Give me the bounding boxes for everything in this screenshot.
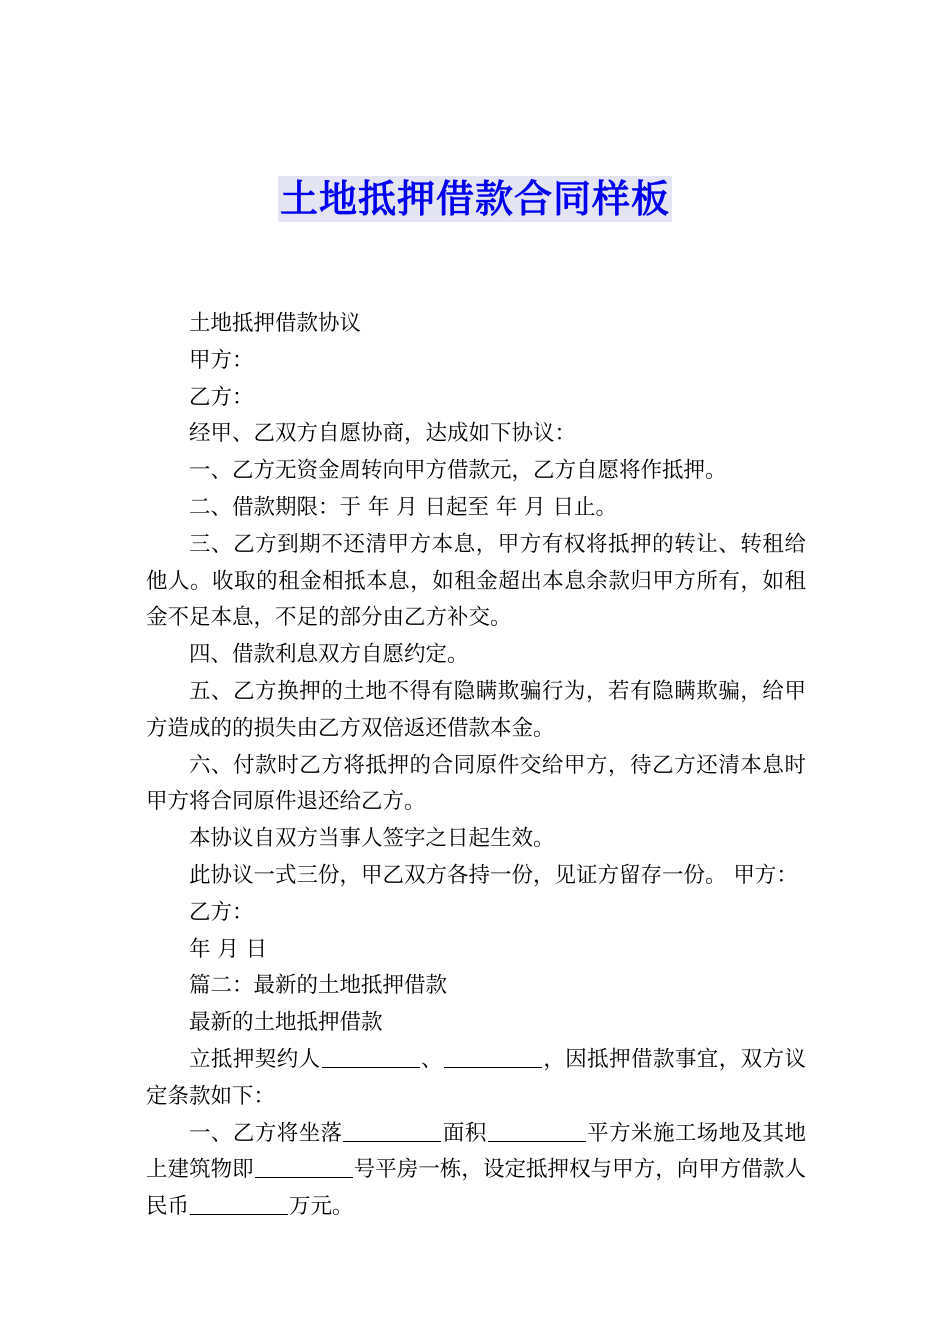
paragraph-party-a: 甲方： [189,347,254,373]
blank-party-one [322,1047,420,1068]
new-clause-1-text-1: 一、乙方将坐落 [189,1120,343,1146]
paragraph-preamble: 经甲、乙双方自愿协商，达成如下协议： [189,421,577,447]
paragraph-section-two-heading: 篇二：最新的土地抵押借款 [189,973,448,999]
contract-parties-text-3: ，因抵押借款事宜，双方议定条款如下： [146,1046,806,1109]
paragraph-effective: 本协议自双方当事人签字之日起生效。 [189,826,555,852]
paragraph-signature-party-b: 乙方： [189,899,254,925]
blank-amount [190,1194,288,1215]
paragraph-contract-parties [146,1042,806,1116]
paragraph-new-clause-1 [146,1116,806,1226]
new-clause-1-text-2: 面积 [442,1120,487,1146]
paragraph-section-two-subtitle: 最新的土地抵押借款 [189,1010,383,1036]
paragraph-clause-3: 三、乙方到期不还清甲方本息，甲方有权将抵押的转让、转租给他人。收取的租金相抵本息，如租金超出本息余款归甲方所有，如租金不足本息，不足的部分由乙方补交。 [146,531,806,631]
paragraph-clause-4: 四、借款利息双方自愿约定。 [189,642,469,668]
document-body [146,306,806,1226]
paragraph-clause-5: 五、乙方换押的土地不得有隐瞒欺骗行为，若有隐瞒欺骗，给甲方造成的的损失由乙方双倍返还借款本金。 [146,678,806,741]
document-title: 土地抵押借款合同样板 [279,177,670,221]
paragraph-clause-1: 一、乙方无资金周转向甲方借款元，乙方自愿将作抵押。 [189,458,727,484]
paragraph-agreement-heading: 土地抵押借款协议 [189,311,362,336]
new-clause-1-text-3: 平方米施工场地及其地上建筑物即 [146,1120,806,1183]
blank-area [488,1121,586,1142]
new-clause-1-text-5: 万元。 [289,1194,354,1220]
paragraph-date: 年 月 日 [189,936,268,962]
blank-house-number [255,1157,353,1178]
new-clause-1-text-4: 号平房一栋，设定抵押权与甲方，向甲方借款人民币 [146,1157,806,1220]
blank-location [343,1121,441,1142]
contract-parties-text-1: 立抵押契约人 [189,1046,321,1072]
contract-parties-text-2: 、 [420,1046,443,1072]
paragraph-party-b: 乙方： [189,384,254,410]
paragraph-clause-6: 六、付款时乙方将抵押的合同原件交给甲方，待乙方还清本息时甲方将合同原件退还给乙方。 [146,752,806,815]
title-container [0,176,950,222]
paragraph-copies: 此协议一式三份，甲乙双方各持一份，见证方留存一份。 甲方： [189,862,798,888]
blank-party-two [444,1047,542,1068]
paragraph-clause-2: 二、借款期限：于 年 月 日起至 年 月 日止。 [189,494,618,520]
